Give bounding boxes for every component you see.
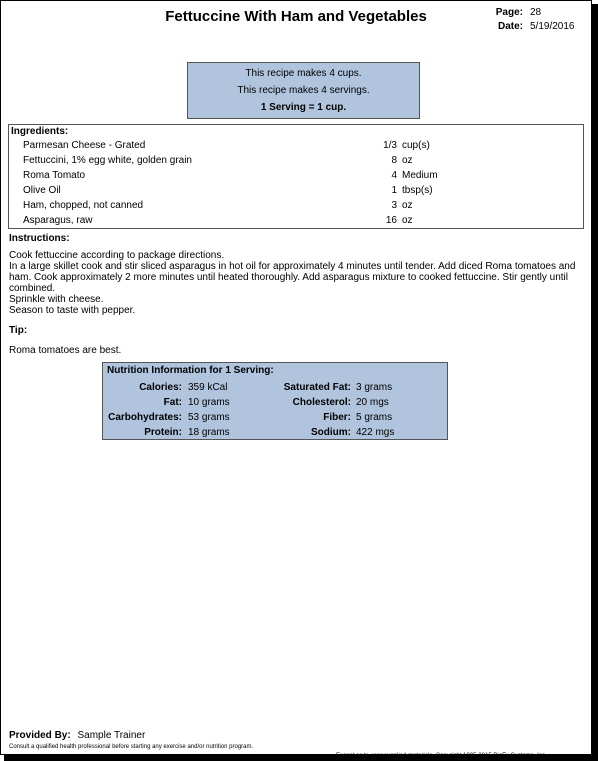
ingredient-row	[23, 185, 583, 199]
nutrition-value: 18 grams	[188, 427, 230, 438]
ingredient-row	[23, 155, 583, 169]
instructions-text	[9, 250, 584, 316]
ingredient-unit: cup(s)	[402, 140, 430, 151]
instruction-step: In a large skillet cook and stir sliced asparagus in hot oil for approximately 4 minutes until tender. Add diced Roma tomatoes and ham. Cook approximately 2 more minutes until heated thoroughly. Add asparagus mixture to cooked fettuccine. Stir gently until combined.	[9, 261, 576, 294]
ingredient-row	[23, 170, 583, 184]
nutrition-value: 20 mgs	[356, 397, 389, 408]
instruction-step: Cook fettuccine according to package directions.	[9, 250, 225, 261]
ingredient-unit: oz	[402, 200, 413, 211]
date-label: Date:	[497, 21, 523, 32]
nutrition-value: 359 kCal	[188, 382, 228, 393]
ingredient-unit: tbsp(s)	[402, 185, 433, 196]
serving-size: 1 Serving = 1 cup.	[260, 102, 347, 113]
ingredient-row	[23, 215, 583, 229]
nutrition-label: Cholesterol:	[292, 397, 351, 408]
provided-by	[9, 730, 145, 741]
ingredient-quantity: 8	[391, 155, 397, 166]
nutrition-value: 10 grams	[188, 397, 230, 408]
ingredient-quantity: 3	[391, 200, 397, 211]
instruction-step: Season to taste with pepper.	[9, 305, 136, 316]
ingredient-name: Ham, chopped, not canned	[23, 200, 144, 211]
recipe-yield-box	[187, 62, 420, 119]
page-number-label: Page:	[495, 7, 523, 18]
ingredient-name: Parmesan Cheese - Grated	[23, 140, 146, 151]
instruction-step: Sprinkle with cheese.	[9, 294, 104, 305]
instructions-label: Instructions:	[9, 233, 70, 244]
nutrition-value: 422 mgs	[356, 427, 395, 438]
ingredient-quantity: 4	[391, 170, 397, 181]
ingredient-unit: Medium	[402, 170, 438, 181]
ingredients-label: Ingredients:	[11, 126, 69, 137]
nutrition-label: Saturated Fat:	[283, 382, 351, 393]
ingredient-quantity: 1	[391, 185, 397, 196]
ingredient-name: Asparagus, raw	[23, 215, 93, 226]
page-title: Fettuccine With Ham and Vegetables	[165, 8, 427, 25]
ingredient-quantity: 16	[385, 215, 397, 226]
ingredient-name: Olive Oil	[23, 185, 61, 196]
ingredient-name: Fettuccini, 1% egg white, golden grain	[23, 155, 192, 166]
nutrition-label: Fat:	[163, 397, 182, 408]
ingredient-quantity: 1/3	[383, 140, 397, 151]
ingredients-box	[8, 124, 584, 229]
page-number-value: 28	[530, 7, 542, 18]
page-shadow-bottom	[4, 755, 598, 761]
nutrition-value: 5 grams	[356, 412, 393, 423]
tip-label: Tip:	[9, 325, 28, 336]
ingredient-unit: oz	[402, 155, 413, 166]
nutrition-value: 3 grams	[356, 382, 393, 393]
ingredient-row	[23, 140, 583, 154]
nutrition-title: Nutrition Information for 1 Serving:	[107, 365, 274, 376]
provided-by-label: Provided By:	[9, 730, 71, 741]
nutrition-label: Carbohydrates:	[108, 412, 182, 423]
yield-cups: This recipe makes 4 cups.	[245, 68, 362, 79]
disclaimer-text: Consult a qualified health professional before starting any exercise and/or nutrition program.	[9, 744, 254, 750]
nutrition-label: Protein:	[144, 427, 182, 438]
yield-servings: This recipe makes 4 servings.	[237, 85, 370, 96]
ingredient-unit: oz	[402, 215, 413, 226]
date-value: 5/19/2016	[530, 21, 575, 32]
nutrition-label: Calories:	[139, 382, 182, 393]
page-shadow-right	[592, 4, 598, 761]
nutrition-label: Fiber:	[323, 412, 351, 423]
nutrition-label: Sodium:	[311, 427, 351, 438]
nutrition-value: 53 grams	[188, 412, 230, 423]
ingredient-name: Roma Tomato	[23, 170, 86, 181]
nutrition-box	[102, 362, 448, 440]
tip-text: Roma tomatoes are best.	[9, 345, 122, 356]
provided-by-value: Sample Trainer	[77, 730, 146, 741]
ingredient-row	[23, 200, 583, 214]
